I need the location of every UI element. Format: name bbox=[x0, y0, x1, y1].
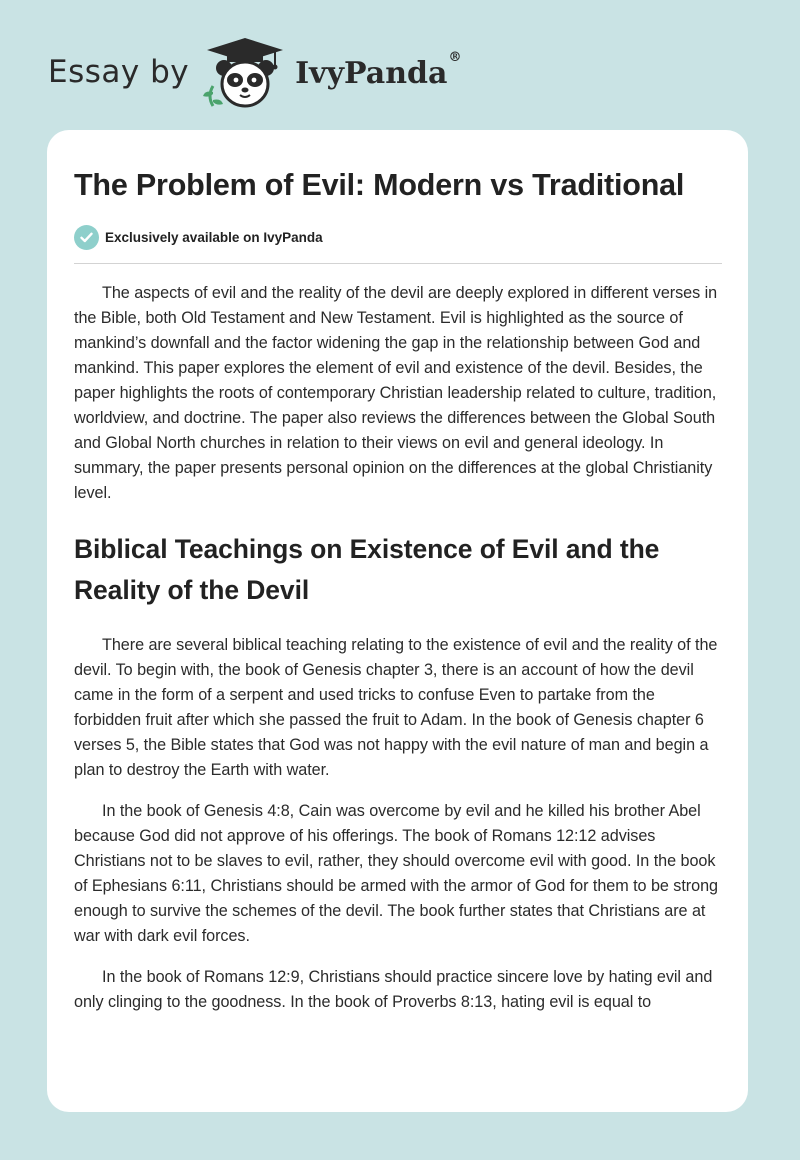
article-card bbox=[47, 130, 748, 1112]
panda-graduate-logo-icon[interactable] bbox=[203, 36, 287, 112]
brand-prefix: Essay by bbox=[48, 54, 190, 90]
body-paragraph-2: In the book of Genesis 4:8, Cain was overcome by evil and he killed his brother Abel because God did not approve of his offerings. The book of Romans 12:12 advises Christians not to be slaves to evil, rather, they should overcome evil with good. In the book of Ephesians 6:11, Christians should be armed with the armor of God for them to be strong enough to survive the schemes of the devil. The book further states that Christians are at war with dark evil forces. bbox=[74, 802, 718, 945]
registered-mark: ® bbox=[448, 49, 462, 65]
section-heading: Biblical Teachings on Existence of Evil and the Reality of the Devil bbox=[74, 534, 660, 605]
brand-name[interactable] bbox=[295, 49, 462, 91]
page-title: The Problem of Evil: Modern vs Traditional bbox=[74, 168, 685, 202]
divider bbox=[74, 263, 722, 264]
site-header bbox=[48, 34, 461, 114]
article-content bbox=[74, 164, 722, 1015]
body-paragraph-3: In the book of Romans 12:9, Christians should practice sincere love by hating evil and only clinging to the goodness. In the book of Proverbs 8:13, hating evil is equal to bbox=[74, 968, 713, 1011]
intro-paragraph: The aspects of evil and the reality of the devil are deeply explored in different verses in the Bible, both Old Testament and New Testament. Evil is highlighted as the source of mankind’s downfall and the factor widening the gap in the relationship between God and mankind. This paper explores the element of evil and existence of the devil. Besides, the paper highlights the roots of contemporary Christian leadership related to culture, tradition, worldview, and doctrine. The paper also reviews the differences between the Global South and Global North churches in relation to their views on evil and general ideology. In summary, the paper presents personal opinion on the differences at the global Christianity level. bbox=[74, 284, 718, 502]
exclusive-text: Exclusively available on IvyPanda bbox=[105, 230, 323, 245]
check-circle-icon bbox=[74, 225, 99, 250]
exclusive-badge bbox=[74, 225, 722, 250]
body-paragraph-1: There are several biblical teaching relating to the existence of evil and the reality of the devil. To begin with, the book of Genesis chapter 3, there is an account of how the devil came in the form of a serpent and used tricks to confuse Even to partake from the forbidden fruit after which she passed the fruit to Adam. In the book of Genesis chapter 6 verses 5, the Bible states that God was not happy with the evil nature of man and begin a plan to destroy the Earth with water. bbox=[74, 636, 718, 779]
brand-name-text: IvyPanda bbox=[295, 55, 448, 91]
